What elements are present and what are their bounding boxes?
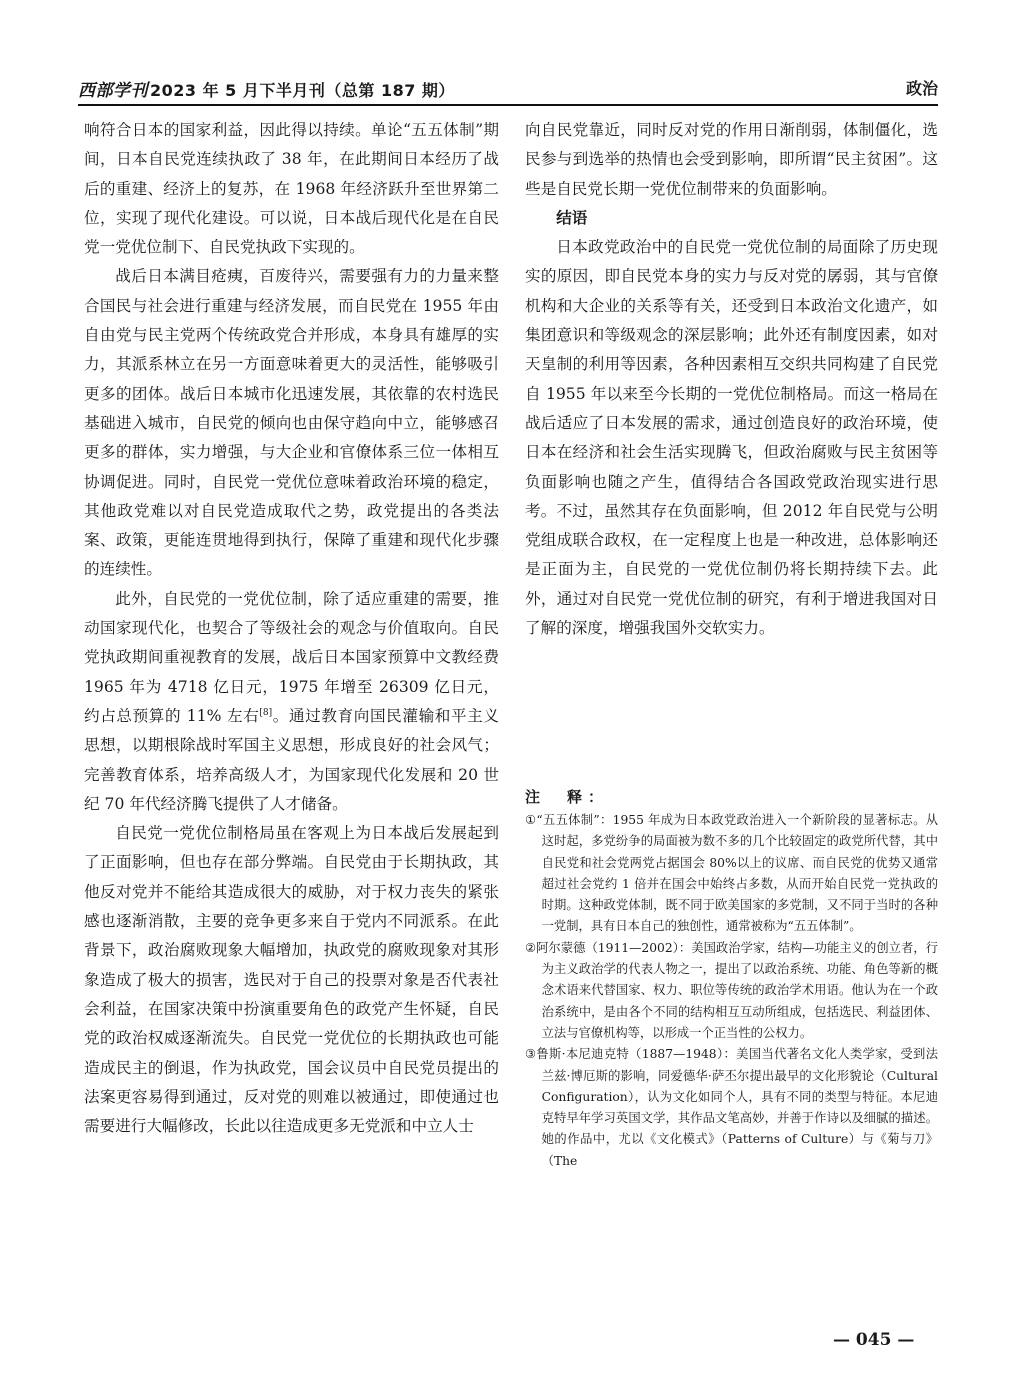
note-number: ③ — [525, 1047, 537, 1062]
left-column — [84, 116, 499, 1141]
citation-ref: [8] — [259, 707, 273, 718]
right-column — [525, 116, 938, 643]
notes-section — [525, 784, 938, 1172]
paragraph: 向自民党靠近，同时反对党的作用日渐削弱，体制僵化，选民参与到选举的热情也会受到影响，即所谓“民主贫困”。这些是自民党长期一党优位制带来的负面影响。 — [525, 121, 938, 198]
paragraph: 日本政党政治中的自民党一党优位制的局面除了历史现实的原因，即自民党本身的实力与反对党的孱弱，其与官僚机构和大企业的关系等有关，还受到日本政治文化遗产，如集团意识和等级观念的深层影响；此外还有制度因素，如对天皇制的利用等因素，各种因素相互交织共同构建了自民党自 1955 年以来至今长期的一党优位制格局。而这一格局在战后适应了日本发展的需求，通过创造良好的政治环境，使日本在经济和社会生活实现腾飞，但政治腐败与民主贫困等负面影响也随之产生，值得结合各国政党政治现实进行思考。不过，虽然其存在负面影响，但 2012 年自民党与公明党组成联合政权，在一定程度上也是一种改进，总体影响还是正面为主，自民党的一党优位制仍将长期持续下去。此外，通过对自民党一党优位制的研究，有利于增进我国对日了解的深度，增强我国外交软实力。 — [525, 238, 938, 638]
note-item — [525, 810, 938, 938]
note-item — [525, 1044, 938, 1172]
section-heading: 结语 — [556, 208, 588, 227]
note-text: 鲁斯·本尼迪克特（1887—1948）：美国当代著名文化人类学家，受到法兰兹·博厄斯的影响，同爱德华·萨丕尔提出最早的文化形貌论（Cultural Configuration），认为文化如同个人，具有不同的类型与特征。本尼迪克特早年学习英国文学，其作品文笔高妙，并善于作诗以及细腻的描述。她的作品中，尤以《文化模式》（Patterns of Culture）与《菊与刀》（The — [536, 1047, 938, 1168]
section-title: 政治 — [905, 79, 938, 98]
paragraph-text: 。通过教育向国民灌输和平主义思想，以期根除战时军国主义思想，形成良好的社会风气；完善教育体系，培养高级人才，为国家现代化发展和 20 世纪 70 年代经济腾飞提供了人才储备。 — [84, 706, 499, 813]
paragraph: 战后日本满目疮痍，百废待兴，需要强有力的力量来整合国民与社会进行重建与经济发展，而自民党在 1955 年由自由党与民主党两个传统政党合并形成，本身具有雄厚的实力，其派系林立在另一方面意味着更大的灵活性，能够吸引更多的团体。战后日本城市化迅速发展，其依靠的农村选民基础进入城市，自民党的倾向也由保守趋向中立，能够感召更多的群体，实力增强，与大企业和官僚体系三位一体相互协调促进。同时，自民党一党优位意味着政治环境的稳定，其他政党难以对自民党造成取代之势，政党提出的各类法案、政策，更能连贯地得到执行，保障了重建和现代化步骤的连续性。 — [84, 267, 499, 579]
note-text: “五五体制”：1955 年成为日本政党政治进入一个新阶段的显著标志。从这时起，多党纷争的局面被为数不多的几个比较固定的政党所代替，其中自民党和社会党两党占据国会 80%以上的议席、而自民党的优势又通常超过社会党约 1 倍并在国会中始终占多数，从而开始自民党一党执政的时期。这种政党体制，既不同于欧美国家的多党制，又不同于当时的各种一党制，具有日本自己的独创性，通常被称为“五五体制”。 — [536, 813, 938, 934]
paragraph-text: 此外，自民党的一党优位制，除了适应重建的需要，推动国家现代化，也契合了等级社会的观念与价值取向。自民党执政期间重视教育的发展，战后日本国家预算中文教经费 1965 年为 4718 亿日元，1975 年增至 26309 亿日元，约占总预算的 11% 左右 — [84, 589, 499, 725]
paragraph: 自民党一党优位制格局虽在客观上为日本战后发展起到了正面影响，但也存在部分弊端。自民党由于长期执政，其他反对党并不能给其造成很大的威胁，对于权力丧失的紧张感也逐渐消散，主要的竞争更多来自于党内不同派系。在此背景下，政治腐败现象大幅增加，执政党的腐败现象对其形象造成了极大的损害，选民对于自己的投票对象是否代表社会利益，在国家决策中扮演重要角色的政党产生怀疑，自民党的政治权威逐渐流失。自民党一党优位的长期执政也可能造成民主的倒退，作为执政党，国会议员中自民党员提出的法案更容易得到通过，反对党的则难以被通过，即使通过也需要进行大幅修改，长此以往造成更多无党派和中立人士 — [84, 824, 499, 1136]
paragraph-with-citation — [84, 585, 499, 819]
notes-title: 注 释： — [525, 788, 610, 806]
note-number: ① — [525, 813, 537, 827]
note-text: 阿尔蒙德（1911—2002）：美国政治学家，结构—功能主义的创立者，行为主义政治学的代表人物之一，提出了以政治系统、功能、角色等新的概念术语来代替国家、权力、职位等传统的政治学术用语。他认为在一个政治系统中，是由各个不同的结构相互互动所组成，包括选民、利益团体、立法与官僚机构等，以形成一个正当性的公权力。 — [536, 940, 938, 1040]
note-number: ② — [525, 940, 537, 955]
paragraph: 响符合日本的国家利益，因此得以持续。单论“五五体制”期间，日本自民党连续执政了 38 年，在此期间日本经历了战后的重建、经济上的复苏，在 1968 年经济跃升至世界第二位，实现了现代化建设。可以说，日本战后现代化是在自民党一党优位制下、自民党执政下实现的。 — [84, 121, 499, 257]
issue-info: 2023 年 5 月下半月刊（总第 187 期） — [150, 81, 455, 100]
note-item — [525, 938, 938, 1044]
journal-issue — [78, 76, 455, 101]
journal-logo: 西部学刊 — [78, 81, 148, 101]
running-header — [78, 70, 938, 106]
page-number: — 045 — — [833, 1330, 915, 1350]
